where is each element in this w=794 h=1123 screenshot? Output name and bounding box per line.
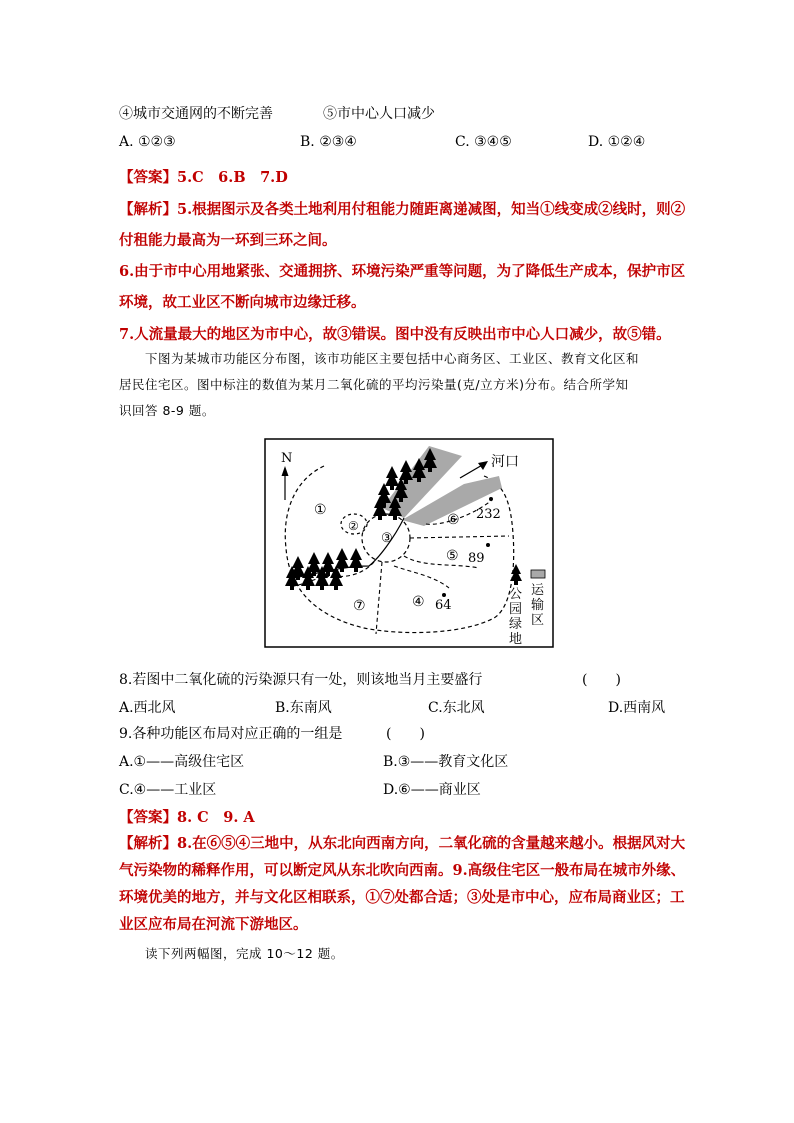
sample-point <box>442 593 446 597</box>
answer-text: 8. C 9. A <box>177 809 255 826</box>
intro-line: 居民住宅区。图中标注的数值为某月二氧化硫的平均污染量(克/立方米)分布。结合所学知 <box>119 377 629 392</box>
zone-7-label: ⑦ <box>353 598 366 614</box>
analysis-line: 付租能力最高为一环到三环之间。 <box>119 232 337 249</box>
q9-choice-d: D.⑥——商业区 <box>383 782 481 798</box>
analysis-label: 【解析】 <box>119 201 177 218</box>
zone-2-label: ② <box>348 519 359 533</box>
value-232: 232 <box>476 507 501 522</box>
choice-a: A. ①②③ <box>119 134 176 150</box>
north-label: N <box>281 451 293 466</box>
choice-c: C. ③④⑤ <box>455 134 512 150</box>
analysis-line: 6.由于市中心用地紧张、交通拥挤、环境污染严重等问题，为了降低生产成本，保护市区 <box>119 263 686 280</box>
q8-choice-d: D.西南风 <box>608 700 666 716</box>
choice-b: B. ②③④ <box>300 134 357 150</box>
zone-5-label: ⑤ <box>446 548 459 564</box>
svg-text:输: 输 <box>531 598 545 613</box>
svg-text:区: 区 <box>531 613 545 628</box>
analysis-line: 业区应布局在河流下游地区。 <box>119 916 308 933</box>
answer-text: 5.C 6.B 7.D <box>177 169 288 186</box>
question-9-paren: ( ) <box>386 726 425 742</box>
analysis-line: 7.人流量最大的地区为市中心，故③错误。图中没有反映出市中心人口减少，故⑤错。 <box>119 326 671 343</box>
svg-text:绿: 绿 <box>509 617 523 632</box>
svg-text:园: 园 <box>509 602 523 617</box>
sample-point <box>489 497 493 501</box>
sample-point <box>486 543 490 547</box>
intro-line: 识回答 8-9 题。 <box>119 403 215 418</box>
question-8-paren: ( ) <box>582 672 621 688</box>
value-64: 64 <box>435 598 452 613</box>
svg-text:运: 运 <box>531 583 545 598</box>
zone-6-label: ⑥ <box>447 512 460 528</box>
analysis-label: 【解析】 <box>119 835 177 852</box>
zone-1-label: ① <box>314 502 327 518</box>
q9-choice-b: B.③——教育文化区 <box>383 754 509 770</box>
svg-text:公: 公 <box>509 587 523 602</box>
option-item-5: ⑤市中心人口减少 <box>323 106 435 122</box>
option-item-4: ④城市交通网的不断完善 <box>119 106 273 122</box>
choice-d: D. ①②④ <box>588 134 646 150</box>
answer-label: 【答案】 <box>119 809 177 826</box>
value-89: 89 <box>468 551 485 566</box>
svg-text:地: 地 <box>509 632 523 647</box>
next-question-intro: 读下列两幅图，完成 10～12 题。 <box>145 946 344 961</box>
answer-label: 【答案】 <box>119 169 177 186</box>
legend-transport-label <box>531 583 545 628</box>
analysis-line: 【解析】8.在⑥⑤④三地中，从东北向西南方向，二氧化硫的含量越来越小。根据风对大 <box>119 835 686 852</box>
q8-choice-a: A.西北风 <box>119 700 176 716</box>
analysis-line: 环境优美的地方，并与文化区相联系，①⑦处都合适；③处是市中心，应布局商业区；工 <box>119 889 685 906</box>
q9-choice-c: C.④——工业区 <box>119 782 217 798</box>
city-function-map <box>264 438 554 648</box>
legend-green-label <box>509 587 522 647</box>
zone-4-label: ④ <box>412 594 425 610</box>
q8-choice-c: C.东北风 <box>428 700 485 716</box>
analysis-line: 环境，故工业区不断向城市边缘迁移。 <box>119 294 366 311</box>
analysis-line: 气污染物的稀释作用，可以断定风从东北吹向西南。9.高级住宅区一般布局在城市外缘、 <box>119 862 686 879</box>
zone-3-label: ③ <box>381 531 393 546</box>
q9-choice-a: A.①——高级住宅区 <box>119 754 245 770</box>
answer-block-2 <box>119 806 255 827</box>
legend-transport-swatch <box>531 570 545 578</box>
question-9-stem: 9.各种功能区布局对应正确的一组是 <box>119 726 343 742</box>
analysis-line: 【解析】5.根据图示及各类土地利用付租能力随距离递减图，知当①线变成②线时，则② <box>119 201 686 218</box>
river-mouth-label: 河口 <box>491 454 519 470</box>
question-8-stem: 8.若图中二氧化硫的污染源只有一处，则该地当月主要盛行 <box>119 672 483 688</box>
answer-block-1 <box>119 166 288 187</box>
q8-choice-b: B.东南风 <box>275 700 332 716</box>
intro-line: 下图为某城市功能区分布图，该市功能区主要包括中心商务区、工业区、教育文化区和 <box>145 351 640 366</box>
